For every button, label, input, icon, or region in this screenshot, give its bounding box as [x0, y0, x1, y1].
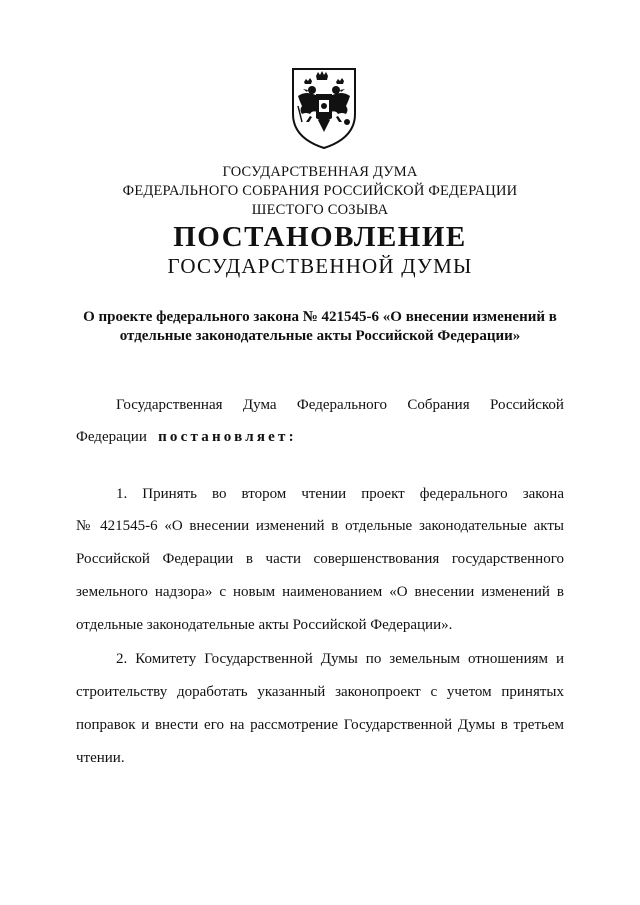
preamble-word: Федерального	[296, 397, 387, 413]
preamble-federation: Федерации	[76, 429, 147, 445]
preamble-line-1	[116, 396, 564, 414]
preamble-word: Государственная	[116, 397, 223, 413]
subject-line-2: отдельные законодательные акты Российской Федерации»	[119, 328, 521, 344]
document-type-subtitle: ГОСУДАРСТВЕННОЙ ДУМЫ	[167, 254, 473, 278]
preamble-word: Российской	[490, 397, 564, 413]
item-2-line-3: поправок и внести его на рассмотрение Государственной Думы в третьем	[76, 717, 564, 733]
item-2-line-4: чтении.	[76, 750, 125, 766]
org-name-line-2: ФЕДЕРАЛЬНОГО СОБРАНИЯ РОССИЙСКОЙ ФЕДЕРАЦИИ	[122, 183, 518, 199]
convocation-line: ШЕСТОГО СОЗЫВА	[251, 202, 389, 218]
item-1-line-1: 1. Принять во втором чтении проект федерального закона	[116, 486, 564, 502]
org-name-line-1: ГОСУДАРСТВЕННАЯ ДУМА	[222, 164, 418, 180]
state-emblem-icon	[290, 66, 358, 150]
item-1-line-4: земельного надзора» с новым наименованием «О внесении изменений в	[76, 584, 564, 600]
item-1-line-5: отдельные законодательные акты Российской Федерации».	[76, 617, 453, 633]
item-2-line-2: строительству доработать указанный законопроект с учетом принятых	[76, 684, 564, 700]
item-1-line-2: № 421545-6 «О внесении изменений в отдельные законодательные акты	[76, 518, 564, 534]
item-1-line-3: Российской Федерации в части совершенствования государственного	[76, 551, 564, 567]
preamble-line-2	[76, 428, 297, 446]
item-2-line-1: 2. Комитету Государственной Думы по земельным отношениям и	[116, 651, 564, 667]
preamble-word: Собрания	[407, 397, 470, 413]
preamble-word: Дума	[242, 397, 277, 413]
subject-line-1: О проекте федерального закона № 421545-6 «О внесении изменений в	[83, 309, 557, 325]
resolution-verb: постановляет:	[158, 429, 297, 445]
document-type-title: ПОСТАНОВЛЕНИЕ	[173, 221, 467, 253]
